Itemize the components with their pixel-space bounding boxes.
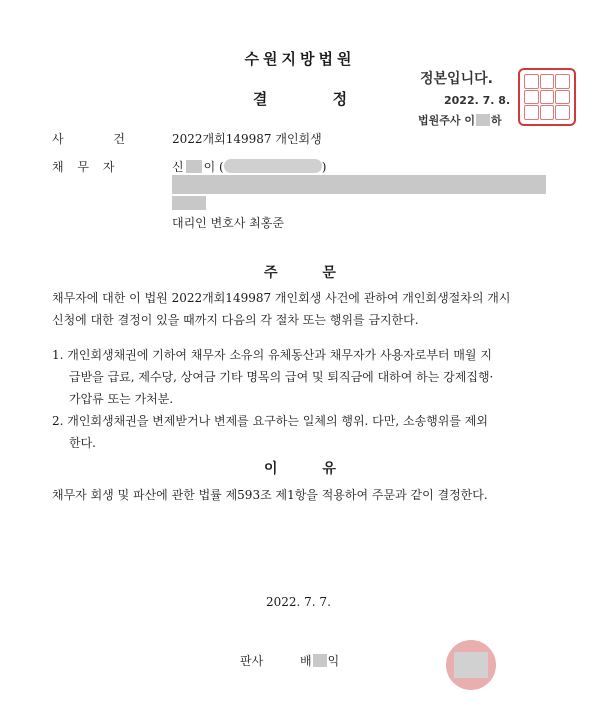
order-item-1-line-1: 1. 개인회생채권에 기하여 채무자 소유의 유체동산과 채무자가 사용자로부터 매월 지 bbox=[52, 348, 492, 362]
debtor-name-prefix: 신 bbox=[172, 160, 184, 174]
judge-name bbox=[300, 652, 339, 669]
redacted-address bbox=[172, 175, 546, 194]
redaction-block bbox=[224, 159, 322, 173]
decision-date: 2022. 7. 7. bbox=[266, 595, 331, 609]
redaction-block bbox=[186, 160, 202, 173]
certified-copy-label: 정본입니다. bbox=[420, 71, 493, 87]
certified-date: 2022. 7. 8. bbox=[444, 94, 511, 107]
debtor-label: 채 무 자 bbox=[52, 160, 115, 174]
court-seal-stamp bbox=[518, 68, 576, 126]
certifying-clerk bbox=[418, 112, 502, 128]
order-item-1-line-2: 급받을 급료, 제수당, 상여금 기타 명목의 급여 및 퇴직금에 대하여 하는 강제집행· bbox=[69, 370, 494, 384]
order-heading: 주 문 bbox=[264, 265, 336, 281]
judge-name-suffix: 익 bbox=[327, 654, 340, 668]
redaction-block bbox=[313, 654, 327, 667]
debtor-id-close: ) bbox=[321, 160, 327, 174]
reason-heading: 이 유 bbox=[264, 461, 336, 477]
court-name: 수원지방법원 bbox=[244, 50, 356, 68]
order-item-2-line-2: 한다. bbox=[69, 436, 96, 450]
order-intro-line-2: 신청에 대한 결정이 있을 때까지 다음의 각 절차 또는 행위를 금지한다. bbox=[52, 313, 419, 327]
order-item-2-line-1: 2. 개인회생채권을 변제받거나 변제를 요구하는 일체의 행위. 다만, 소송행위를 제외 bbox=[52, 414, 488, 428]
document-type-title: 결 정 bbox=[252, 90, 348, 108]
order-item-1-line-3: 가압류 또는 가처분. bbox=[69, 392, 174, 406]
debtor-agent: 대리인 변호사 최홍준 bbox=[172, 216, 284, 230]
debtor-name bbox=[172, 158, 326, 175]
case-label: 사 건 bbox=[52, 132, 125, 146]
clerk-name-suffix: 하 bbox=[490, 114, 502, 127]
judge-name-prefix: 배 bbox=[300, 654, 312, 668]
redacted-address-continued bbox=[172, 196, 206, 210]
redaction-block bbox=[476, 114, 490, 126]
reason-text: 채무자 회생 및 파산에 관한 법률 제593조 제1항을 적용하여 주문과 같이 결정한다. bbox=[52, 488, 488, 502]
judge-seal-stamp bbox=[446, 640, 496, 690]
clerk-name-prefix: 법원주사 이 bbox=[418, 114, 475, 127]
case-number: 2022개회149987 개인회생 bbox=[172, 132, 322, 146]
judge-title: 판사 bbox=[240, 654, 264, 668]
debtor-name-suffix: 이 ( bbox=[203, 160, 224, 174]
order-intro-line-1: 채무자에 대한 이 법원 2022개회149987 개인회생 사건에 관하여 개인회생절차의 개시 bbox=[52, 291, 511, 305]
